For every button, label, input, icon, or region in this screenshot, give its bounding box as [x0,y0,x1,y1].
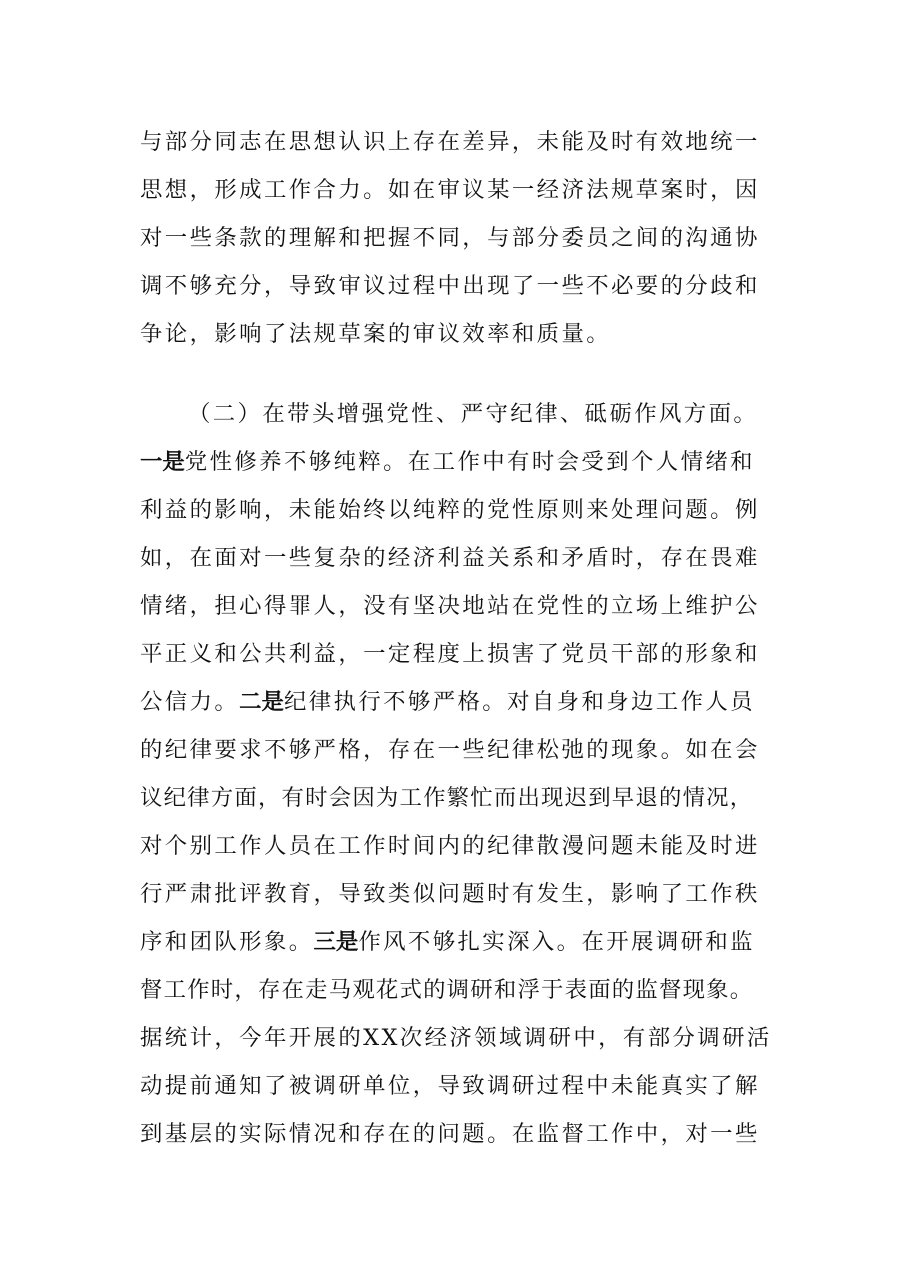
point-text: 作风不够扎实深入。在开展调研和监 [358,929,755,955]
text-line: 如，在面对一些复杂的经济利益关系和矛盾时，存在畏难 [140,545,760,571]
text-line: 议纪律方面，有时会因为工作繁忙而出现迟到早退的情况， [140,785,754,811]
point-label: 二是 [239,689,284,715]
point-label: 三是 [313,929,359,955]
text-line [140,687,780,717]
text-line: 行严肃批评教育，导致类似问题时有发生，影响了工作秩 [140,881,760,907]
text-line: 与部分同志在思想认识上存在差异，未能及时有效地统一 [140,129,760,155]
text-line: 思想，形成工作合力。如在审议某一经济法规草案时，因 [140,177,760,203]
section-heading: （二）在带头增强党性、严守纪律、砥砺作风方面。 [188,401,759,427]
text-line: 据统计，今年开展的XX次经济领域调研中，有部分调研活 [140,1025,772,1051]
text-line: 到基层的实际情况和存在的问题。在监督工作中，对一些 [140,1121,760,1147]
text-line: 争论，影响了法规草案的审议效率和质量。 [140,321,612,347]
text-line: 情绪，担心得罪人，没有坚决地站在党性的立场上维护公 [140,593,760,619]
text-line: 调不够充分，导致审议过程中出现了一些不必要的分歧和 [140,273,760,299]
point-text: 纪律执行不够严格。对自身和身边工作人员 [283,689,755,715]
text-line: 督工作时，存在走马观花式的调研和浮于表面的监督现象。 [140,977,754,1003]
point-text: 党性修养不够纯粹。在工作中有时会受到个人情绪和 [184,449,755,475]
text-line: 对个别工作人员在工作时间内的纪律散漫问题未能及时进 [140,833,760,859]
point-label: 一是 [140,449,185,475]
text-line: 动提前通知了被调研单位，导致调研过程中未能真实了解 [140,1073,760,1099]
text-line: 对一些条款的理解和把握不同，与部分委员之间的沟通协 [140,225,760,251]
text-line: 的纪律要求不够严格，存在一些纪律松弛的现象。如在会 [140,737,760,763]
text-line [140,447,780,477]
line-prefix: 公信力。 [140,689,240,715]
text-line: 平正义和公共利益，一定程度上损害了党员干部的形象和 [140,641,760,667]
text-line [140,927,780,957]
line-prefix: 序和团队形象。 [140,929,314,955]
text-line: 利益的影响，未能始终以纯粹的党性原则来处理问题。例 [140,497,760,523]
